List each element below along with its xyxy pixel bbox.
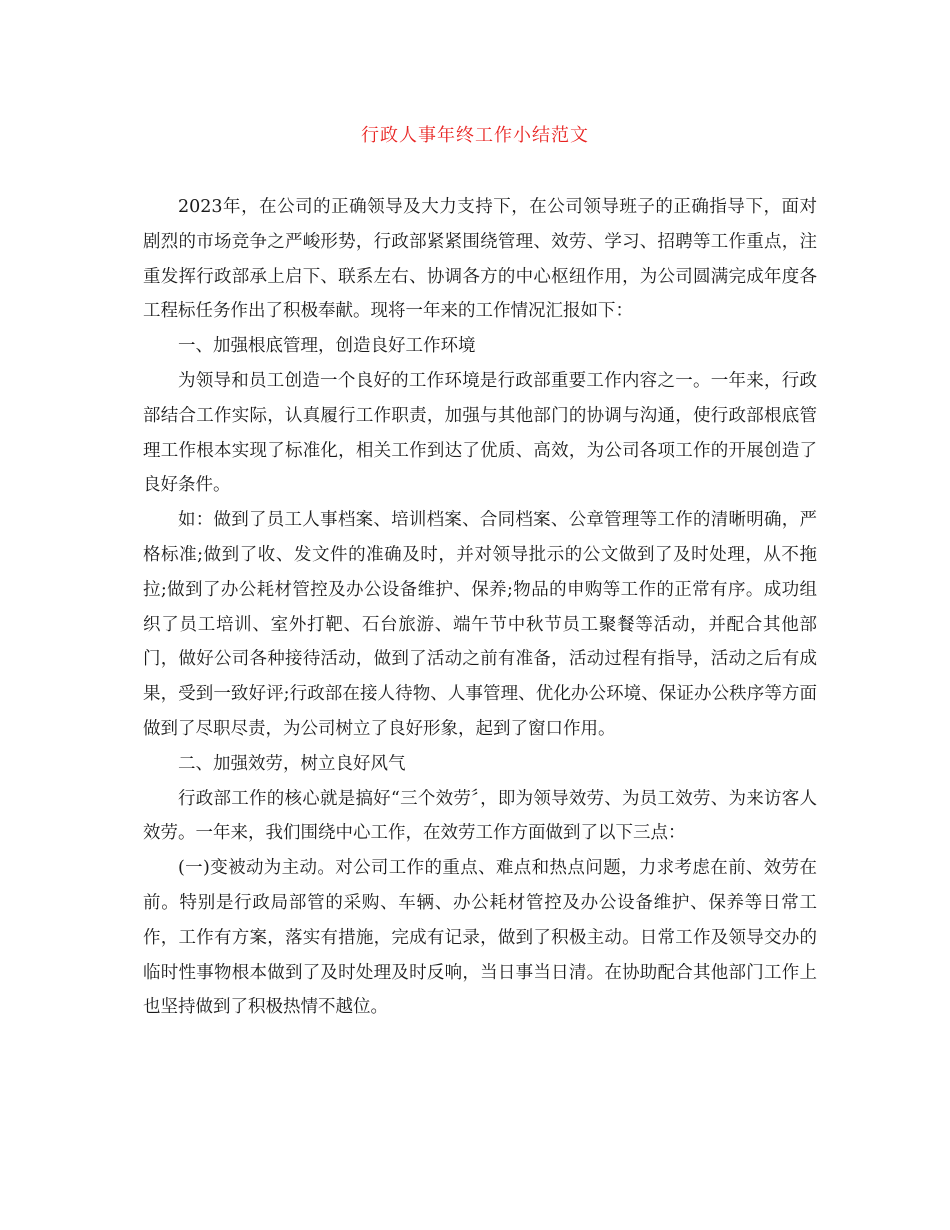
document-title: 行政人事年终工作小结范文: [361, 125, 589, 146]
section-heading-2: 二、加强效劳，树立良好风气: [178, 753, 406, 774]
document-body: [143, 190, 817, 1025]
paragraph: 行政部工作的核心就是搞好“三个效劳〞，即为领导效劳、为员工效劳、为来访客人效劳。一年来，我们围绕中心工作，在效劳工作方面做到了以下三点：: [143, 788, 817, 844]
paragraph-intro: 2023年，在公司的正确领导及大力支持下，在公司领导班子的正确指导下，面对剧烈的市场竞争之严峻形势，行政部紧紧围绕管理、效劳、学习、招聘等工作重点，注重发挥行政部承上启下、联系左右、协调各方的中心枢纽作用，为公司圆满完成年度各工程标任务作出了积极奉献。现将一年来的工作情况汇报如下：: [143, 197, 817, 322]
paragraph: 如：做到了员工人事档案、培训档案、合同档案、公章管理等工作的清晰明确，严格标准;做到了收、发文件的准确及时，并对领导批示的公文做到了及时处理，从不拖拉;做到了办公耗材管控及办公设备维护、保养;物品的申购等工作的正常有序。成功组织了员工培训、室外打靶、石台旅游、端午节中秋节员工聚餐等活动，并配合其他部门，做好公司各种接待活动，做到了活动之前有准备，活动过程有指导，活动之后有成果，受到一致好评;行政部在接人待物、人事管理、优化办公环境、保证办公秩序等方面做到了尽职尽责，为公司树立了良好形象，起到了窗口作用。: [143, 510, 817, 739]
section-heading-1: 一、加强根底管理，创造良好工作环境: [178, 336, 476, 357]
paragraph: 为领导和员工创造一个良好的工作环境是行政部重要工作内容之一。一年来，行政部结合工作实际，认真履行工作职责，加强与其他部门的协调与沟通，使行政部根底管理工作根本实现了标准化，相关工作到达了优质、高效，为公司各项工作的开展创造了良好条件。: [143, 370, 817, 496]
paragraph: (一)变被动为主动。对公司工作的重点、难点和热点问题，力求考虑在前、效劳在前。特别是行政局部管的采购、车辆、办公耗材管控及办公设备维护、保养等日常工作，工作有方案，落实有措施，完成有记录，做到了积极主动。日常工作及领导交办的临时性事物根本做到了及时处理及时反响，当日事当日清。在协助配合其他部门工作上也坚持做到了积极热情不越位。: [143, 858, 817, 1018]
